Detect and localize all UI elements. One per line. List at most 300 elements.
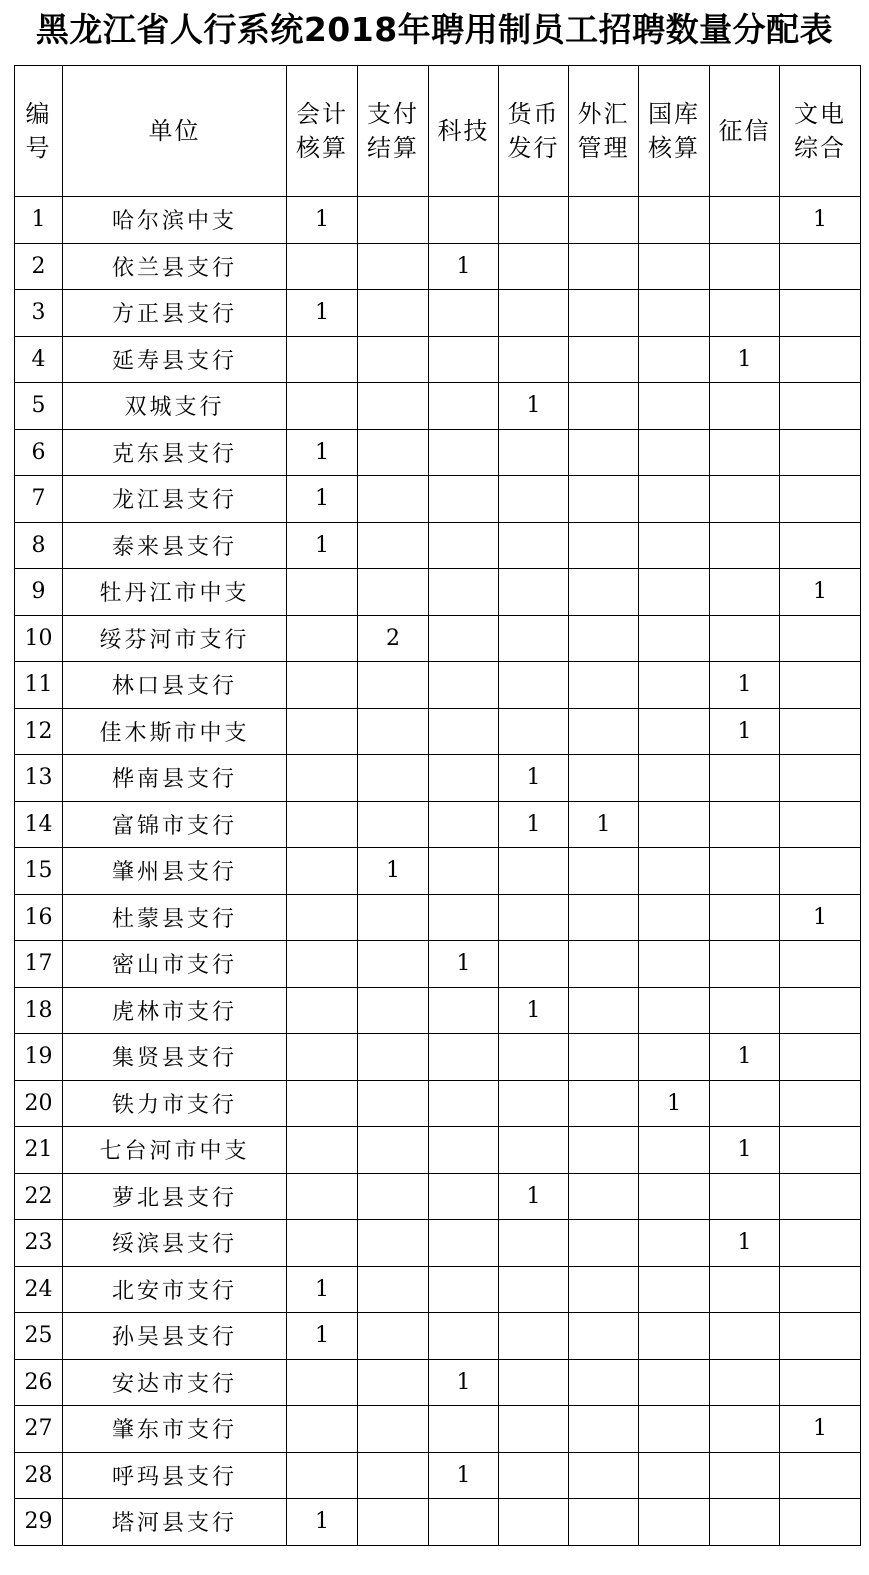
quota-cell [499, 336, 569, 383]
quota-cell [287, 615, 358, 662]
quota-cell [780, 662, 861, 709]
quota-cell [639, 755, 710, 802]
quota-cell [287, 383, 358, 430]
row-unit: 哈尔滨中支 [63, 197, 287, 244]
quota-cell [780, 522, 861, 569]
table-row [15, 1499, 861, 1546]
quota-cell [639, 848, 710, 895]
quota-cell: 1 [710, 336, 780, 383]
quota-cell [639, 1499, 710, 1546]
quota-cell [287, 708, 358, 755]
quota-cell [569, 1034, 639, 1081]
row-unit: 萝北县支行 [63, 1173, 287, 1220]
quota-cell [499, 1359, 569, 1406]
quota-cell [639, 1266, 710, 1313]
row-number: 24 [15, 1266, 63, 1313]
table-row [15, 383, 861, 430]
quota-cell [429, 615, 499, 662]
quota-cell [569, 848, 639, 895]
header-accounting: 会计 核算 [287, 66, 358, 197]
quota-cell: 1 [780, 894, 861, 941]
row-unit: 杜蒙县支行 [63, 894, 287, 941]
row-number: 3 [15, 290, 63, 337]
quota-cell [429, 1313, 499, 1360]
row-number: 5 [15, 383, 63, 430]
quota-cell [639, 1127, 710, 1174]
header-foreign-exchange: 外汇 管理 [569, 66, 639, 197]
row-unit: 泰来县支行 [63, 522, 287, 569]
quota-cell [499, 894, 569, 941]
quota-cell [499, 662, 569, 709]
table-row [15, 755, 861, 802]
quota-cell: 1 [429, 1452, 499, 1499]
quota-cell [780, 476, 861, 523]
quota-cell [710, 1173, 780, 1220]
quota-cell [710, 476, 780, 523]
quota-cell [569, 1406, 639, 1453]
quota-cell [358, 1313, 429, 1360]
quota-cell [780, 1173, 861, 1220]
quota-cell [710, 941, 780, 988]
quota-cell [710, 522, 780, 569]
quota-cell [780, 383, 861, 430]
quota-cell [639, 522, 710, 569]
quota-cell [569, 336, 639, 383]
quota-cell: 1 [287, 522, 358, 569]
row-number: 22 [15, 1173, 63, 1220]
row-number: 14 [15, 801, 63, 848]
quota-cell [639, 1034, 710, 1081]
table-row [15, 941, 861, 988]
row-unit: 佳木斯市中支 [63, 708, 287, 755]
quota-cell [358, 1080, 429, 1127]
quota-cell [358, 941, 429, 988]
quota-cell [358, 522, 429, 569]
quota-cell: 1 [710, 1127, 780, 1174]
quota-cell [287, 801, 358, 848]
quota-cell [429, 1173, 499, 1220]
quota-cell: 1 [639, 1080, 710, 1127]
table-row [15, 987, 861, 1034]
quota-cell [710, 1359, 780, 1406]
row-unit: 依兰县支行 [63, 243, 287, 290]
row-unit: 呼玛县支行 [63, 1452, 287, 1499]
quota-cell [499, 476, 569, 523]
quota-cell [429, 476, 499, 523]
quota-cell [710, 1406, 780, 1453]
quota-cell [429, 336, 499, 383]
quota-cell: 1 [710, 708, 780, 755]
table-row [15, 290, 861, 337]
table-row [15, 801, 861, 848]
quota-cell [639, 429, 710, 476]
quota-cell [499, 1406, 569, 1453]
allocation-table [14, 65, 861, 1546]
row-unit: 肇东市支行 [63, 1406, 287, 1453]
quota-cell: 1 [499, 755, 569, 802]
table-row [15, 522, 861, 569]
quota-cell [287, 987, 358, 1034]
quota-cell [499, 1266, 569, 1313]
quota-cell [429, 429, 499, 476]
quota-cell [499, 1499, 569, 1546]
quota-cell [710, 894, 780, 941]
quota-cell [569, 894, 639, 941]
row-unit: 龙江县支行 [63, 476, 287, 523]
quota-cell [287, 243, 358, 290]
quota-cell [358, 708, 429, 755]
row-unit: 肇州县支行 [63, 848, 287, 895]
quota-cell [639, 476, 710, 523]
quota-cell [639, 336, 710, 383]
quota-cell [287, 569, 358, 616]
row-unit: 延寿县支行 [63, 336, 287, 383]
table-row [15, 476, 861, 523]
row-unit: 虎林市支行 [63, 987, 287, 1034]
row-number: 23 [15, 1220, 63, 1267]
quota-cell [639, 290, 710, 337]
row-number: 17 [15, 941, 63, 988]
quota-cell [429, 1406, 499, 1453]
row-number: 2 [15, 243, 63, 290]
quota-cell: 1 [287, 1313, 358, 1360]
quota-cell [639, 801, 710, 848]
quota-cell [639, 1313, 710, 1360]
quota-cell [639, 1406, 710, 1453]
quota-cell [780, 1266, 861, 1313]
quota-cell [569, 1313, 639, 1360]
quota-cell [358, 476, 429, 523]
quota-cell [780, 708, 861, 755]
quota-cell [358, 755, 429, 802]
row-number: 11 [15, 662, 63, 709]
quota-cell [780, 755, 861, 802]
row-unit: 克东县支行 [63, 429, 287, 476]
quota-cell [429, 1080, 499, 1127]
quota-cell: 1 [287, 476, 358, 523]
quota-cell: 1 [569, 801, 639, 848]
quota-cell [780, 1359, 861, 1406]
quota-cell [499, 197, 569, 244]
quota-cell [710, 197, 780, 244]
quota-cell [569, 1359, 639, 1406]
quota-cell: 1 [287, 197, 358, 244]
table-row [15, 662, 861, 709]
quota-cell [569, 1173, 639, 1220]
quota-cell [358, 1499, 429, 1546]
header-currency-issuance: 货币 发行 [499, 66, 569, 197]
row-number: 29 [15, 1499, 63, 1546]
quota-cell [780, 1452, 861, 1499]
quota-cell [287, 894, 358, 941]
quota-cell [287, 1034, 358, 1081]
quota-cell [639, 662, 710, 709]
quota-cell [569, 1266, 639, 1313]
quota-cell [429, 894, 499, 941]
quota-cell [569, 1220, 639, 1267]
row-number: 25 [15, 1313, 63, 1360]
quota-cell: 1 [429, 243, 499, 290]
quota-cell [569, 383, 639, 430]
quota-cell [358, 569, 429, 616]
row-unit: 北安市支行 [63, 1266, 287, 1313]
quota-cell [569, 569, 639, 616]
row-number: 6 [15, 429, 63, 476]
quota-cell [710, 1266, 780, 1313]
quota-cell: 1 [358, 848, 429, 895]
quota-cell [639, 1359, 710, 1406]
row-unit: 方正县支行 [63, 290, 287, 337]
table-row [15, 894, 861, 941]
row-unit: 孙吴县支行 [63, 1313, 287, 1360]
quota-cell: 1 [499, 987, 569, 1034]
quota-cell [358, 383, 429, 430]
quota-cell [710, 569, 780, 616]
quota-cell [499, 708, 569, 755]
quota-cell [569, 429, 639, 476]
table-row [15, 848, 861, 895]
quota-cell [429, 383, 499, 430]
row-number: 7 [15, 476, 63, 523]
page-title: 黑龙江省人行系统2018年聘用制员工招聘数量分配表 [35, 10, 834, 49]
header-document-general: 文电 综合 [780, 66, 861, 197]
row-number: 15 [15, 848, 63, 895]
quota-cell [358, 1452, 429, 1499]
quota-cell [710, 987, 780, 1034]
quota-cell [499, 522, 569, 569]
quota-cell [639, 1452, 710, 1499]
table-row [15, 1173, 861, 1220]
quota-cell [429, 662, 499, 709]
quota-cell [710, 615, 780, 662]
header-credit-reference: 征信 [710, 66, 780, 197]
quota-cell [710, 848, 780, 895]
quota-cell [569, 662, 639, 709]
quota-cell: 1 [710, 1034, 780, 1081]
quota-cell [639, 941, 710, 988]
row-number: 10 [15, 615, 63, 662]
row-unit: 安达市支行 [63, 1359, 287, 1406]
quota-cell [358, 197, 429, 244]
quota-cell [429, 290, 499, 337]
quota-cell: 1 [429, 1359, 499, 1406]
quota-cell [569, 987, 639, 1034]
quota-cell [358, 1173, 429, 1220]
quota-cell [287, 662, 358, 709]
quota-cell [780, 1499, 861, 1546]
table-row [15, 615, 861, 662]
quota-cell: 1 [287, 1266, 358, 1313]
quota-cell: 1 [710, 662, 780, 709]
quota-cell [499, 569, 569, 616]
quota-cell: 1 [287, 1499, 358, 1546]
quota-cell [780, 848, 861, 895]
quota-cell: 1 [780, 569, 861, 616]
quota-cell [569, 1499, 639, 1546]
quota-cell [429, 1034, 499, 1081]
quota-cell [358, 1406, 429, 1453]
quota-cell [429, 569, 499, 616]
quota-cell [499, 848, 569, 895]
table-row [15, 1452, 861, 1499]
row-unit: 绥滨县支行 [63, 1220, 287, 1267]
quota-cell [639, 383, 710, 430]
quota-cell [780, 1313, 861, 1360]
quota-cell [569, 1080, 639, 1127]
quota-cell [780, 1127, 861, 1174]
quota-cell [499, 615, 569, 662]
quota-cell [429, 755, 499, 802]
table-row [15, 708, 861, 755]
table-row [15, 569, 861, 616]
quota-cell [358, 662, 429, 709]
quota-cell: 1 [287, 290, 358, 337]
quota-cell [429, 801, 499, 848]
table-row [15, 336, 861, 383]
quota-cell [287, 848, 358, 895]
row-unit: 双城支行 [63, 383, 287, 430]
quota-cell [499, 1313, 569, 1360]
header-treasury: 国库 核算 [639, 66, 710, 197]
quota-cell [499, 1034, 569, 1081]
table-row [15, 1127, 861, 1174]
quota-cell [358, 1266, 429, 1313]
quota-cell [780, 801, 861, 848]
quota-cell [569, 1127, 639, 1174]
quota-cell [429, 522, 499, 569]
quota-cell [569, 476, 639, 523]
row-number: 27 [15, 1406, 63, 1453]
quota-cell [780, 243, 861, 290]
quota-cell: 1 [429, 941, 499, 988]
quota-cell [710, 1080, 780, 1127]
quota-cell [287, 941, 358, 988]
quota-cell [639, 1220, 710, 1267]
quota-cell [287, 1406, 358, 1453]
quota-cell: 1 [710, 1220, 780, 1267]
table-row [15, 1266, 861, 1313]
quota-cell [780, 336, 861, 383]
quota-cell [710, 755, 780, 802]
quota-cell [710, 290, 780, 337]
quota-cell [780, 1034, 861, 1081]
quota-cell: 1 [780, 1406, 861, 1453]
row-number: 12 [15, 708, 63, 755]
quota-cell: 1 [287, 429, 358, 476]
quota-cell [287, 755, 358, 802]
quota-cell [287, 1220, 358, 1267]
row-unit: 集贤县支行 [63, 1034, 287, 1081]
quota-cell [710, 1499, 780, 1546]
table-header [15, 66, 861, 197]
quota-cell [780, 1220, 861, 1267]
quota-cell [569, 755, 639, 802]
quota-cell [429, 848, 499, 895]
quota-cell [358, 894, 429, 941]
row-number: 26 [15, 1359, 63, 1406]
quota-cell [287, 1359, 358, 1406]
quota-cell [710, 243, 780, 290]
quota-cell [358, 801, 429, 848]
quota-cell [429, 987, 499, 1034]
row-number: 21 [15, 1127, 63, 1174]
quota-cell [499, 290, 569, 337]
quota-cell [710, 383, 780, 430]
quota-cell [710, 429, 780, 476]
row-number: 13 [15, 755, 63, 802]
header-row [15, 66, 861, 197]
row-unit: 塔河县支行 [63, 1499, 287, 1546]
quota-cell [429, 1266, 499, 1313]
header-payment-settlement: 支付 结算 [358, 66, 429, 197]
table-row [15, 1080, 861, 1127]
quota-cell [639, 1173, 710, 1220]
quota-cell [429, 1499, 499, 1546]
quota-cell [358, 429, 429, 476]
row-unit: 铁力市支行 [63, 1080, 287, 1127]
table-row [15, 429, 861, 476]
row-number: 16 [15, 894, 63, 941]
quota-cell [780, 987, 861, 1034]
quota-cell: 1 [499, 1173, 569, 1220]
quota-cell [639, 894, 710, 941]
header-technology: 科技 [429, 66, 499, 197]
quota-cell [780, 615, 861, 662]
quota-cell [429, 1220, 499, 1267]
quota-cell [780, 941, 861, 988]
quota-cell [429, 197, 499, 244]
row-number: 4 [15, 336, 63, 383]
quota-cell: 2 [358, 615, 429, 662]
quota-cell [569, 522, 639, 569]
quota-cell [287, 1452, 358, 1499]
header-no: 编 号 [15, 66, 63, 197]
quota-cell [639, 569, 710, 616]
row-unit: 富锦市支行 [63, 801, 287, 848]
row-unit: 牡丹江市中支 [63, 569, 287, 616]
row-number: 20 [15, 1080, 63, 1127]
quota-cell [639, 708, 710, 755]
quota-cell: 1 [780, 197, 861, 244]
row-unit: 七台河市中支 [63, 1127, 287, 1174]
quota-cell [569, 941, 639, 988]
quota-cell [429, 708, 499, 755]
quota-cell [287, 1080, 358, 1127]
quota-cell [499, 1127, 569, 1174]
row-unit: 绥芬河市支行 [63, 615, 287, 662]
quota-cell [358, 243, 429, 290]
quota-cell [499, 429, 569, 476]
quota-cell [569, 615, 639, 662]
row-number: 28 [15, 1452, 63, 1499]
table-row [15, 197, 861, 244]
quota-cell [499, 243, 569, 290]
quota-cell [287, 1173, 358, 1220]
quota-cell [287, 336, 358, 383]
row-number: 19 [15, 1034, 63, 1081]
row-unit: 桦南县支行 [63, 755, 287, 802]
quota-cell [287, 1127, 358, 1174]
quota-cell [569, 290, 639, 337]
table-row [15, 1034, 861, 1081]
table-row [15, 1406, 861, 1453]
quota-cell [499, 1080, 569, 1127]
row-unit: 林口县支行 [63, 662, 287, 709]
quota-cell [358, 1359, 429, 1406]
quota-cell [780, 429, 861, 476]
quota-cell [499, 1452, 569, 1499]
quota-cell [710, 1452, 780, 1499]
